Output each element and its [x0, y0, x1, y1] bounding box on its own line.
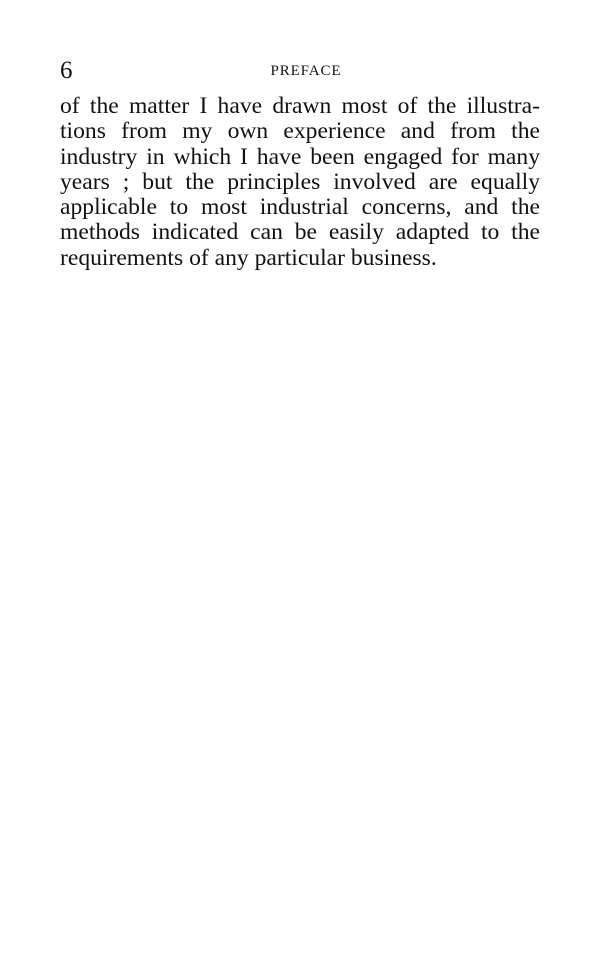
running-title: PREFACE	[270, 63, 342, 79]
text-line: requirements of any particular business.	[60, 244, 437, 271]
text-line: tions from my own experience and from the	[60, 118, 540, 145]
preface-paragraph	[60, 94, 540, 271]
text-line: methods indicated can be easily adapted to the	[60, 219, 540, 246]
text-line: applicable to most industrial concerns, and the	[60, 194, 540, 221]
text-line: of the matter I have drawn most of the illustra-	[60, 93, 540, 119]
page-number: 6	[60, 57, 73, 84]
text-line: years ; but the principles involved are equally	[60, 168, 540, 195]
running-head	[60, 56, 542, 86]
text-line: industry in which I have been engaged for many	[60, 143, 540, 170]
